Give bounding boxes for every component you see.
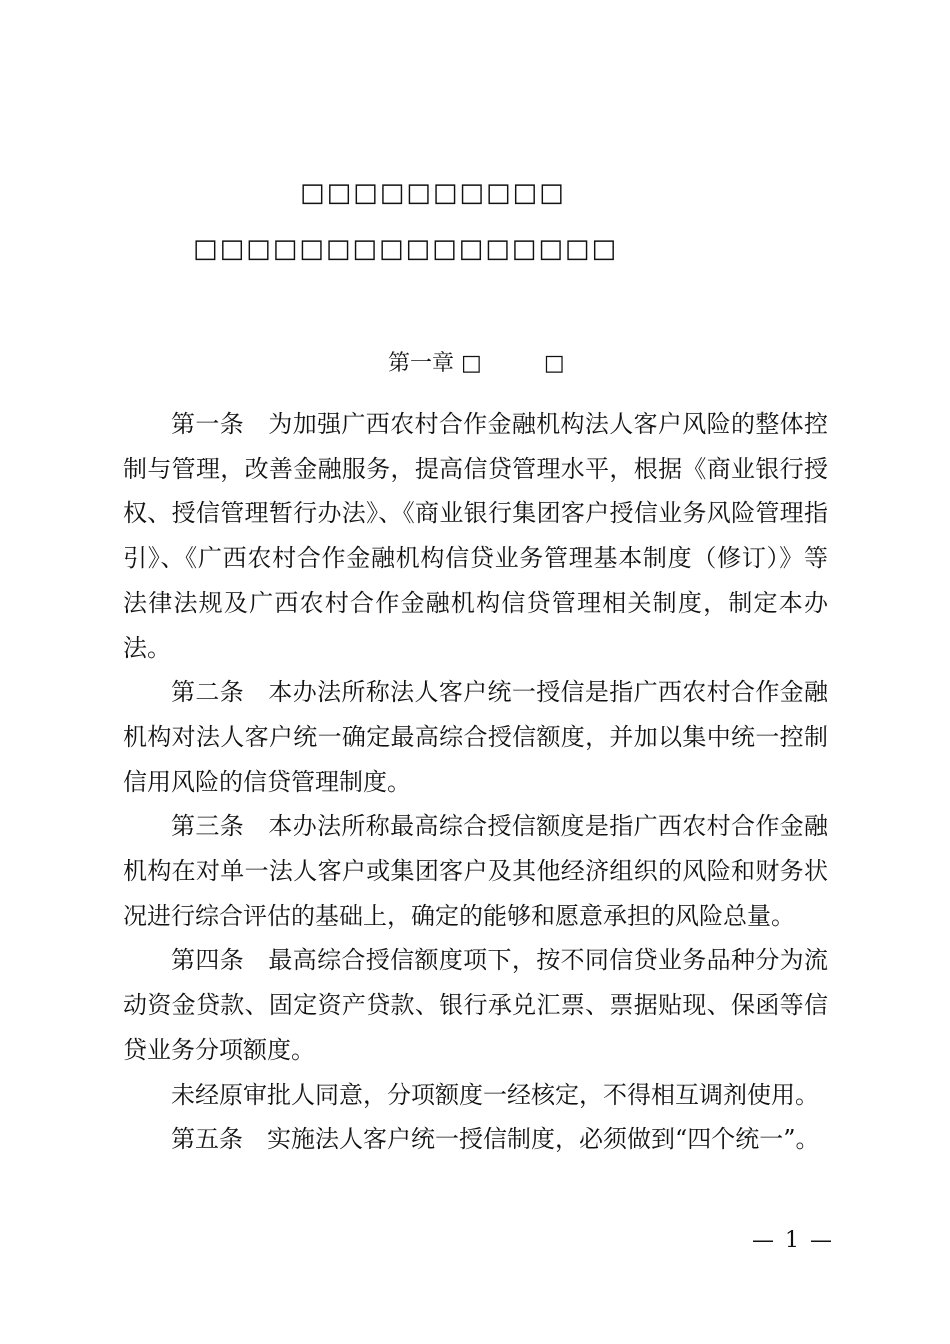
article-text: 为加强广西农村合作金融机构法人客户风险的整体控制与管理，改善金融服务，提高信贷管理水平，根据《商业银行授权、授信管理暂行办法》、《商业银行集团客户授信业务风险管理指引》、《广西农村合作金融机构信贷业务管理基本制度（修订）》等法律法规及广西农村合作金融机构信贷管理相关制度，制定本办法。 [123,410,829,662]
article-number: 第一条 [171,410,245,438]
article-3 [123,804,828,938]
article-1 [123,402,828,670]
document-body [123,402,828,1162]
article-text: 本办法所称法人客户统一授信是指广西农村合作金融机构对法人客户统一确定最高综合授信额度，并加以集中统一控制信用风险的信贷管理制度。 [123,678,829,796]
article-number: 第二条 [171,678,245,707]
article-text: 未经原审批人同意，分项额度一经核定，不得相互调剂使用。 [171,1080,819,1109]
article-number: 第三条 [171,812,245,841]
article-number: 第五条 [171,1125,243,1154]
article-5 [123,1117,828,1162]
chapter-glyph-b: □ [543,351,565,376]
article-text: 实施法人客户统一授信制度，必须做到“四个统一”。 [267,1125,820,1154]
article-text: 最高综合授信额度项下，按不同信贷业务品种分为流动资金贷款、固定资产贷款、银行承兑汇票、票据贴现、保函等信贷业务分项额度。 [123,946,829,1064]
article-number: 第四条 [171,946,245,975]
page-number: — 1 — [752,1228,834,1253]
chapter-label: 第一章 [388,351,455,376]
title-line-2: □□□□□□□□□□□□□□□□ [193,234,619,264]
chapter-heading [388,346,565,377]
article-4-note [123,1073,828,1118]
article-4 [123,938,828,1072]
article-text: 本办法所称最高综合授信额度是指广西农村合作金融机构在对单一法人客户或集团客户及其他经济组织的风险和财务状况进行综合评估的基础上，确定的能够和愿意承担的风险总量。 [123,812,829,930]
article-2 [123,670,828,804]
title-line-1: □□□□□□□□□□ [300,178,566,208]
chapter-glyph-a: □ [461,351,482,376]
